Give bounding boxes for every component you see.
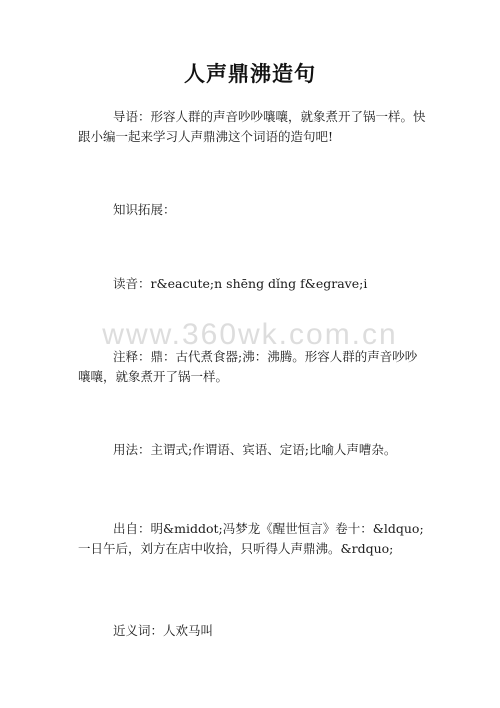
usage-paragraph: 用法：主谓式;作谓语、宾语、定语;比喻人声嘈杂。: [113, 442, 397, 457]
watermark: www.360wk.com.cn: [102, 318, 398, 351]
document-title: 人声鼎沸造句: [184, 61, 316, 86]
source-paragraph: 出自：明&middot;冯梦龙《醒世恒言》卷十：&ldquo;一日午后，刘方在店中收拾，只听得人声鼎沸。&rdquo;: [78, 521, 424, 556]
pinyin-paragraph: 读音：r&eacute;n shēng dǐng f&egrave;i: [113, 276, 368, 291]
knowledge-heading: 知识拓展：: [113, 202, 176, 217]
synonyms-paragraph: 近义词：人欢马叫: [113, 623, 214, 638]
intro-paragraph: 导语：形容人群的声音吵吵嚷嚷，就象煮开了锅一样。快跟小编一起来学习人声鼎沸这个词语的造句吧!: [78, 109, 426, 144]
note-paragraph: 注释：鼎：古代煮食器;沸：沸腾。形容人群的声音吵吵嚷嚷，就象煮开了锅一样。: [78, 349, 418, 384]
